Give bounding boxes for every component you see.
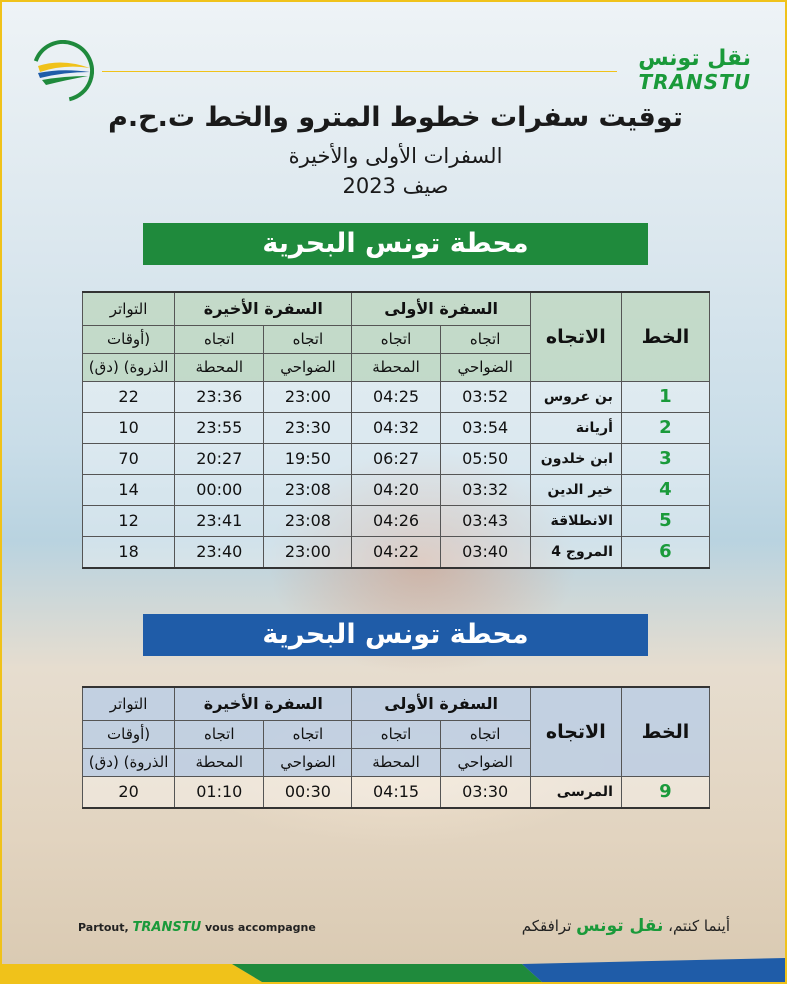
footer-ar-brand: نقل تونس	[576, 916, 664, 936]
first-station-time: 04:20	[352, 474, 440, 505]
table-row	[83, 776, 710, 808]
col-first-sta-1: اتجاه	[352, 720, 440, 748]
line-number: 3	[621, 443, 709, 474]
col-frequency-1: التواتر	[83, 687, 175, 720]
last-suburbs-time: 23:30	[264, 412, 352, 443]
direction: ابن خلدون	[530, 443, 621, 474]
footer-fr-before: Partout,	[78, 921, 133, 934]
first-suburbs-time: 05:50	[440, 443, 530, 474]
col-first-sub-2: الضواحي	[440, 353, 530, 381]
direction: المروج 4	[530, 536, 621, 568]
col-last-sta-2: المحطة	[175, 748, 264, 776]
table-row	[83, 536, 710, 568]
footer-ar-before: أينما كنتم،	[663, 917, 730, 935]
col-frequency-2: (أوقات	[83, 720, 175, 748]
col-line: الخط	[621, 292, 709, 381]
footer-arabic	[522, 916, 730, 936]
table-row	[83, 505, 710, 536]
col-last-sta-1: اتجاه	[175, 325, 264, 353]
first-suburbs-time: 03:43	[440, 505, 530, 536]
col-first-sta-1: اتجاه	[352, 325, 440, 353]
col-first-sta-2: المحطة	[352, 748, 440, 776]
direction: أريانة	[530, 412, 621, 443]
footer-fr-brand: TRANSTU	[132, 920, 202, 935]
season-label: صيف 2023	[342, 174, 449, 198]
last-station-time: 23:55	[175, 412, 264, 443]
footer-fr-after: vous accompagne	[201, 921, 316, 934]
timetable-1	[82, 291, 710, 569]
frequency: 12	[83, 505, 175, 536]
line-number: 9	[621, 776, 709, 808]
transtu-emblem-icon	[32, 40, 94, 102]
table-row	[83, 474, 710, 505]
frequency: 20	[83, 776, 175, 808]
last-station-time: 20:27	[175, 443, 264, 474]
col-first-sta-2: المحطة	[352, 353, 440, 381]
last-suburbs-time: 23:00	[264, 381, 352, 412]
line-number: 6	[621, 536, 709, 568]
first-station-time: 04:25	[352, 381, 440, 412]
table-row	[83, 412, 710, 443]
col-last-sub-2: الضواحي	[264, 748, 352, 776]
header-rule	[102, 71, 617, 72]
first-station-time: 04:32	[352, 412, 440, 443]
table-row	[83, 443, 710, 474]
first-station-time: 04:22	[352, 536, 440, 568]
last-station-time: 23:36	[175, 381, 264, 412]
first-station-time: 04:15	[352, 776, 440, 808]
col-direction: الاتجاه	[530, 292, 621, 381]
color-stripes	[2, 958, 785, 982]
col-frequency-2: (أوقات	[83, 325, 175, 353]
line-number: 4	[621, 474, 709, 505]
col-first-sub-1: اتجاه	[440, 720, 530, 748]
col-last-sta-1: اتجاه	[175, 720, 264, 748]
first-suburbs-time: 03:32	[440, 474, 530, 505]
first-suburbs-time: 03:30	[440, 776, 530, 808]
footer-ar-after: ترافقكم	[521, 917, 577, 935]
col-last-trip: السفرة الأخيرة	[175, 292, 352, 325]
first-station-time: 04:26	[352, 505, 440, 536]
table-row	[83, 381, 710, 412]
first-suburbs-time: 03:52	[440, 381, 530, 412]
direction: المرسى	[530, 776, 621, 808]
col-last-sub-2: الضواحي	[264, 353, 352, 381]
direction: خير الدين	[530, 474, 621, 505]
last-station-time: 23:40	[175, 536, 264, 568]
last-suburbs-time: 23:00	[264, 536, 352, 568]
col-line: الخط	[621, 687, 709, 776]
frequency: 10	[83, 412, 175, 443]
direction: بن عروس	[530, 381, 621, 412]
col-last-sta-2: المحطة	[175, 353, 264, 381]
first-suburbs-time: 03:40	[440, 536, 530, 568]
last-suburbs-time: 00:30	[264, 776, 352, 808]
frequency: 18	[83, 536, 175, 568]
frequency: 22	[83, 381, 175, 412]
col-last-trip: السفرة الأخيرة	[175, 687, 352, 720]
col-first-sub-2: الضواحي	[440, 748, 530, 776]
line-number: 1	[621, 381, 709, 412]
frequency: 14	[83, 474, 175, 505]
brand-logo	[638, 48, 751, 94]
line-number: 5	[621, 505, 709, 536]
page-title: توقيت سفرات خطوط المترو والخط ت.ح.م	[108, 102, 683, 133]
footer-french	[78, 920, 316, 935]
first-station-time: 06:27	[352, 443, 440, 474]
first-suburbs-time: 03:54	[440, 412, 530, 443]
col-first-trip: السفرة الأولى	[352, 687, 530, 720]
last-suburbs-time: 19:50	[264, 443, 352, 474]
frequency: 70	[83, 443, 175, 474]
col-frequency-1: التواتر	[83, 292, 175, 325]
page-subtitle: السفرات الأولى والأخيرة	[288, 144, 503, 168]
direction: الانطلاقة	[530, 505, 621, 536]
station-banner-2: محطة تونس البحرية	[143, 614, 648, 656]
brand-latin: TRANSTU	[638, 70, 751, 94]
last-suburbs-time: 23:08	[264, 505, 352, 536]
last-station-time: 00:00	[175, 474, 264, 505]
col-frequency-3: الذروة) (دق)	[83, 353, 175, 381]
last-station-time: 23:41	[175, 505, 264, 536]
line-number: 2	[621, 412, 709, 443]
timetable-2	[82, 686, 710, 809]
col-first-trip: السفرة الأولى	[352, 292, 530, 325]
col-direction: الاتجاه	[530, 687, 621, 776]
last-station-time: 01:10	[175, 776, 264, 808]
col-first-sub-1: اتجاه	[440, 325, 530, 353]
col-last-sub-1: اتجاه	[264, 720, 352, 748]
col-last-sub-1: اتجاه	[264, 325, 352, 353]
col-frequency-3: الذروة) (دق)	[83, 748, 175, 776]
station-banner-1: محطة تونس البحرية	[143, 223, 648, 265]
brand-arabic: نقل تونس	[638, 46, 751, 71]
last-suburbs-time: 23:08	[264, 474, 352, 505]
